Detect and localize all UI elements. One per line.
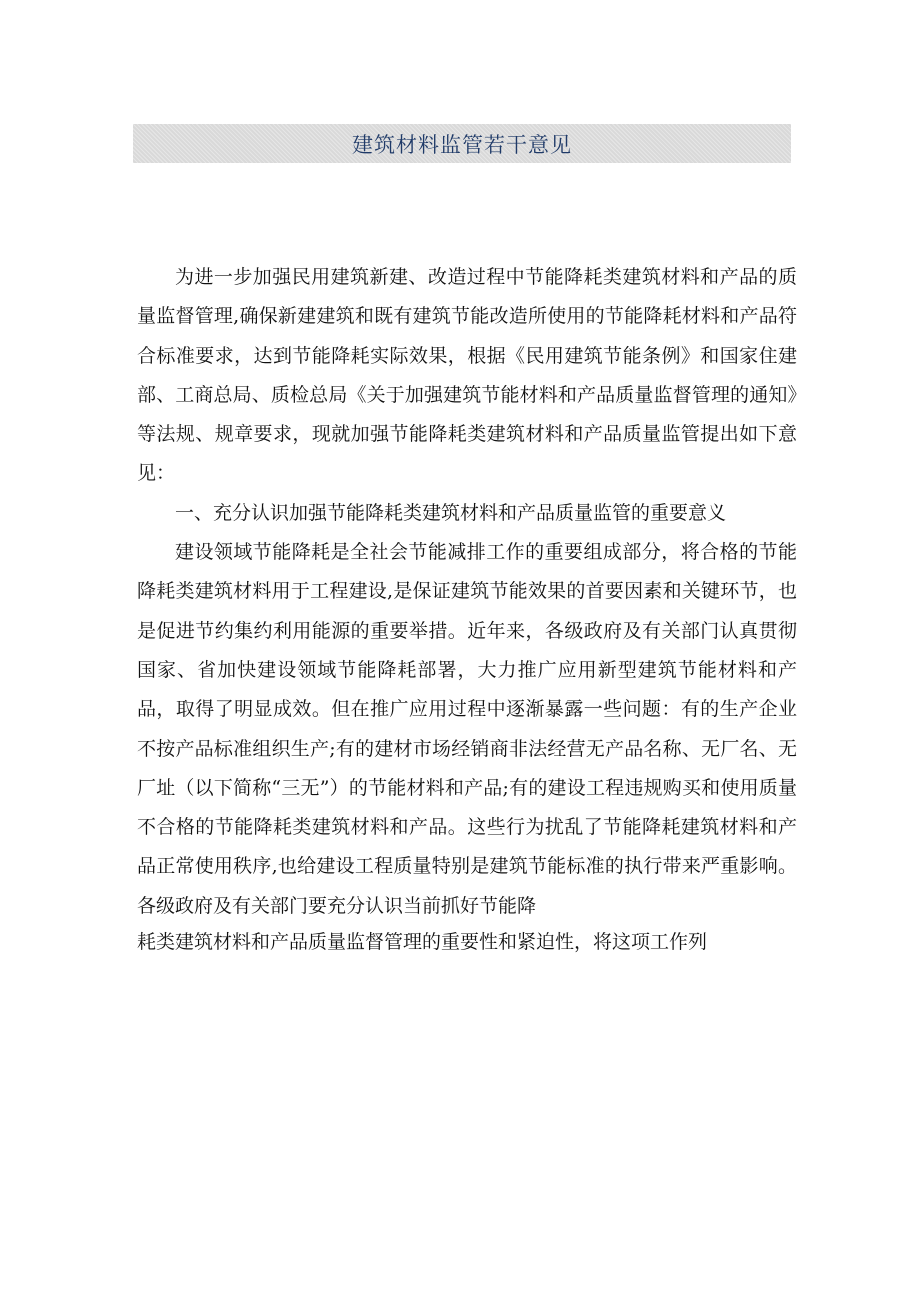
section-heading-1: 一、充分认识加强节能降耗类建筑材料和产品质量监管的重要意义 bbox=[175, 501, 727, 524]
intro-paragraph: 为进一步加强民用建筑新建、改造过程中节能降耗类建筑材料和产品的质量监督管理,确保新建建筑和既有建筑节能改造所使用的节能降耗材料和产品符合标准要求，达到节能降耗实际效果，根据《民用建筑节能条例》和国家住建部、工商总局、质检总局《关于加强建筑节能材料和产品质量监督管理的通知》等法规、规章要求，现就加强节能降耗类建筑材料和产品质量监管提出如下意见： bbox=[137, 266, 797, 485]
document-body bbox=[137, 258, 797, 958]
document-title-bar bbox=[133, 124, 791, 163]
continuation-line: 耗类建筑材料和产品质量监督管理的重要性和紧迫性，将这项工作列 bbox=[137, 931, 708, 954]
section-1-paragraph: 建设领域节能降耗是全社会节能减排工作的重要组成部分，将合格的节能降耗类建筑材料用于工程建设,是保证建筑节能效果的首要因素和关键环节，也是促进节约集约利用能源的重要举措。近年来，各级政府及有关部门认真贯彻国家、省加快建设领域节能降耗部署，大力推广应用新型建筑节能材料和产品，取得了明显成效。但在推广应用过程中逐渐暴露一些问题：有的生产企业不按产品标准组织生产;有的建材市场经销商非法经营无产品名称、无厂名、无厂址（以下简称“三无”）的节能材料和产品;有的建设工程违规购买和使用质量不合格的节能降耗类建筑材料和产品。这些行为扰乱了节能降耗建筑材料和产品正常使用秩序,也给建设工程质量特别是建筑节能标准的执行带来严重影响。各级政府及有关部门要充分认识当前抓好节能降 bbox=[137, 541, 797, 917]
document-title: 建筑材料监管若干意见 bbox=[352, 132, 572, 157]
